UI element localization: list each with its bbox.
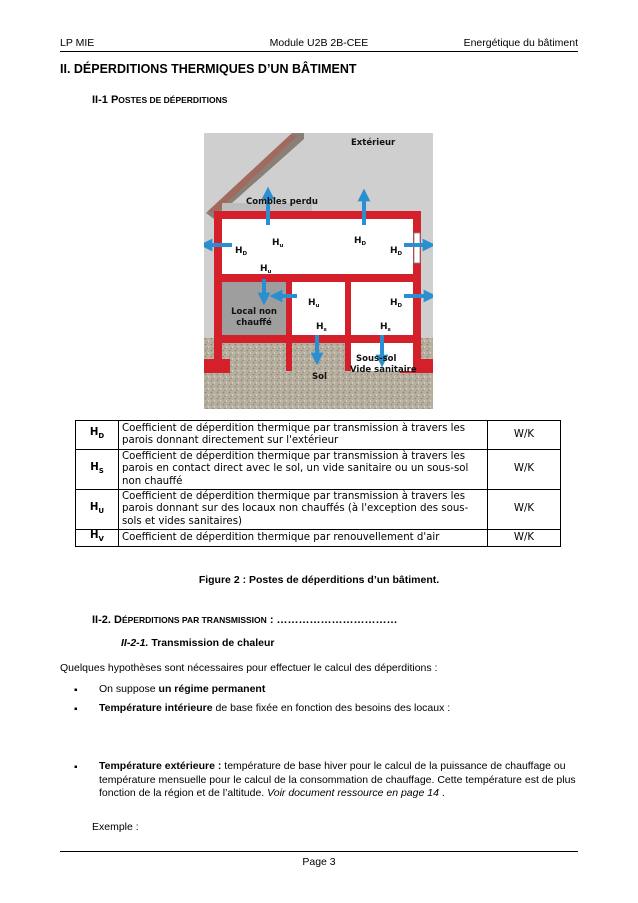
section2-title: [92, 614, 398, 626]
label-soussol-line2: Vide sanitaire: [350, 365, 417, 375]
table-unit: W/K: [488, 421, 561, 450]
window: [414, 233, 420, 263]
table-unit: W/K: [488, 530, 561, 547]
header-left: LP MIE: [60, 37, 95, 49]
hd-top-sub: D: [361, 241, 367, 247]
section2-sub-number: II-2-1.: [121, 637, 149, 649]
figure-caption: Figure 2 : Postes de déperditions d’un bâtiment.: [198, 574, 440, 586]
hu-right-label: $H_u$: [308, 298, 320, 309]
hu-top-sub: u: [279, 243, 284, 249]
table-description: Coefficient de déperdition thermique par transmission à travers les parois donnant sur des locaux non chauffés (à l'exception des sous-sols et vides sanitaires): [119, 490, 488, 530]
section2-dots: : ……………………………: [266, 614, 398, 626]
table-row: [76, 421, 561, 450]
hd-right-sub: D: [397, 251, 403, 257]
table-symbol: $H_S$: [76, 450, 119, 490]
label-local-line2: chauffé: [236, 318, 272, 328]
table-symbol: $H_D$: [76, 421, 119, 450]
label-exterieur: Extérieur: [351, 138, 396, 148]
hu-mid-label: $H_u$: [260, 264, 272, 275]
table-row: [76, 490, 561, 530]
table-row: [76, 450, 561, 490]
bullet-marker: ▪: [74, 762, 78, 773]
table-row: [76, 530, 561, 547]
hs-right-label: $H_s$: [380, 322, 391, 333]
table-description: Coefficient de déperdition thermique par transmission à travers les parois en contact direct avec le sol, un vide sanitaire ou un sous-sol non chauffé: [119, 450, 488, 490]
label-local-line1: Local non: [231, 307, 277, 317]
header-right: Energétique du bâtiment: [463, 37, 578, 49]
label-soussol-line1: Sous-sol: [356, 354, 397, 364]
table-unit: W/K: [488, 450, 561, 490]
intro-paragraph: Quelques hypothèses sont nécessaires pour effectuer le calcul des déperditions :: [60, 662, 438, 674]
hu-mid-sub: u: [267, 269, 272, 275]
label-combles: Combles perdu: [246, 197, 318, 207]
label-sol: Sol: [312, 372, 327, 382]
subsection-rest: OSTES DE DÉPERDITIONS: [118, 95, 228, 105]
section2-subtitle: [121, 637, 274, 649]
hs-right-sub: s: [387, 327, 391, 333]
section-title: II. DÉPERDITIONS THERMIQUES D’UN BÂTIMENT: [60, 62, 357, 76]
section2-sub-title: Transmission de chaleur: [148, 637, 275, 649]
hd-right2-label: $H_D$: [390, 298, 403, 309]
bullet-marker: ▪: [74, 685, 78, 696]
example-label: Exemple :: [92, 821, 139, 833]
header-rule: [60, 51, 578, 52]
table-description: Coefficient de déperdition thermique par renouvellement d'air: [119, 530, 488, 547]
section2-number: II-2. D: [92, 614, 122, 626]
bullet-marker: ▪: [74, 704, 78, 715]
page-number: Page 3: [302, 856, 336, 868]
hs-left-label: $H_s$: [316, 322, 327, 333]
building-diagram: [204, 133, 433, 409]
header-center: Module U2B 2B-CEE: [269, 37, 369, 49]
footer-rule: [60, 851, 578, 852]
table-symbol: $H_U$: [76, 490, 119, 530]
hd-top-label: $H_D$: [354, 236, 367, 247]
hd-right2-sub: D: [397, 303, 403, 309]
bullet-item: Température intérieure de base fixée en fonction des besoins des locaux :: [99, 702, 451, 714]
hu-top-label: $H_u$: [272, 238, 284, 249]
subsection-number: II-1 P: [92, 94, 119, 106]
hd-left-sub: D: [242, 251, 248, 257]
bullet-item: Température extérieure : température de base hiver pour le calcul de la puissance de chauffage ou température mensuelle pour le calcul de la consommation de chauffage. Cette température est de plus fonction de la région et de l’altitude. Voir document ressource en page 14 .: [99, 760, 576, 799]
section2-rest: ÉPERDITIONS PAR TRANSMISSION: [121, 615, 267, 625]
heated-room-upper: [222, 219, 413, 274]
hd-left-label: $H_D$: [235, 246, 248, 257]
hs-left-sub: s: [323, 327, 327, 333]
hd-right-label: $H_D$: [390, 246, 403, 257]
subsection-title: [92, 94, 227, 106]
table-description: Coefficient de déperdition thermique par transmission à travers les parois donnant directement sur l'extérieur: [119, 421, 488, 450]
table-unit: W/K: [488, 490, 561, 530]
coefficients-table: [75, 420, 561, 547]
table-symbol: $H_V$: [76, 530, 119, 547]
bullet-item: On suppose un régime permanent: [99, 683, 266, 695]
hu-right-sub: u: [315, 303, 320, 309]
